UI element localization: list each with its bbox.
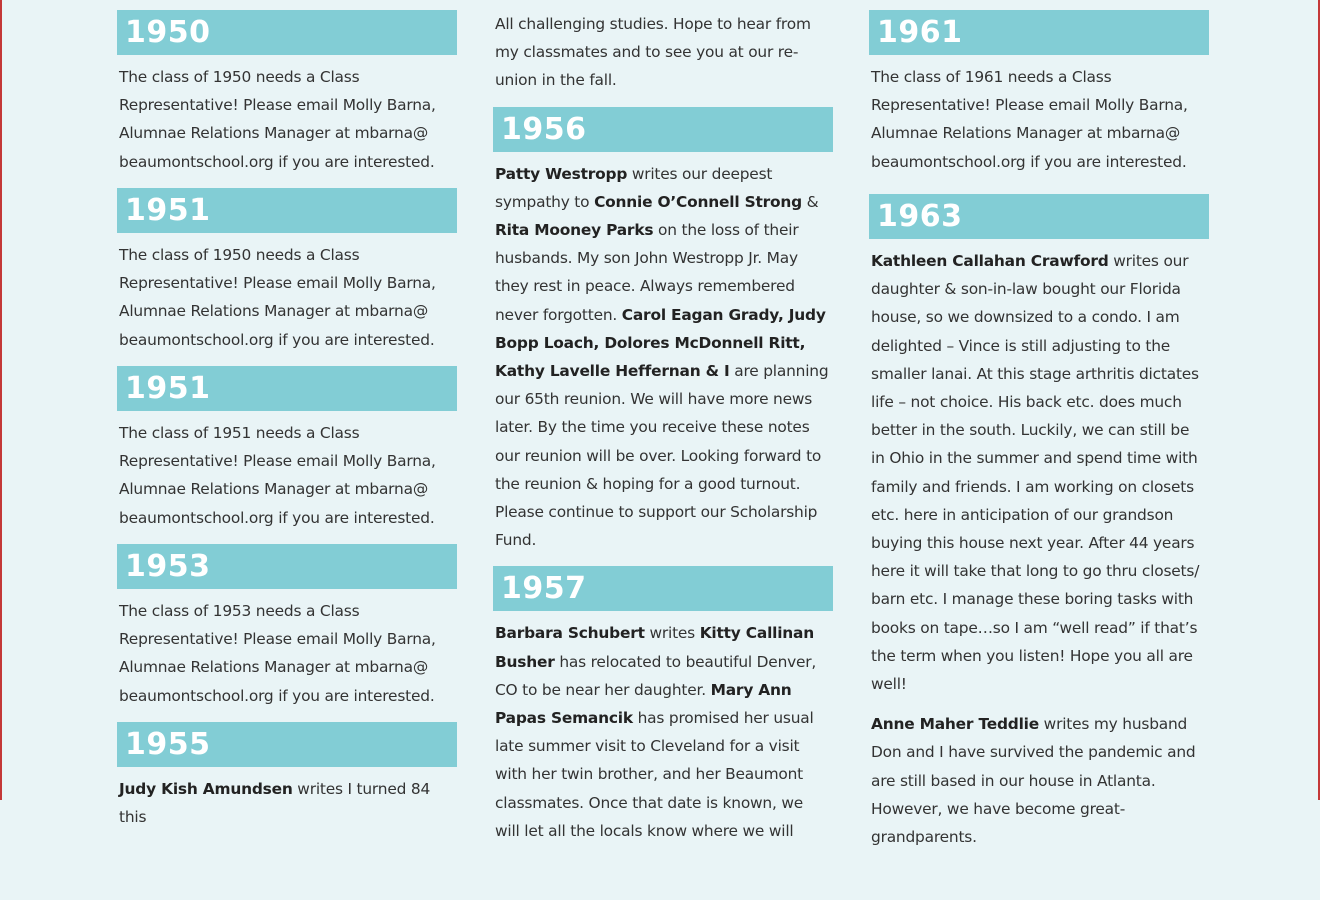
column-middle [493, 10, 833, 851]
year-heading: 1955 [117, 722, 457, 767]
class-section-1957 [493, 566, 833, 845]
class-note [493, 152, 833, 555]
note-text: writes our daughter & son-in-law bought our Florida house, so we downsized to a condo. I am delighted – Vince is still adjusting to the smaller lanai. At this stage arthritis dictates life – not choice. His back etc. does much better in the south. Luckily, we can still be in Ohio in the summer and spend time with family and friends. I am working on closets etc. here in anticipation of our grandson buying this house next year. After 44 years here it will take that long to go thru closets/ barn etc. I manage these boring tasks with books on tape…so I am “well read” if that’s the term when you listen! Hope you all are well! [871, 252, 1200, 694]
class-note [493, 611, 833, 845]
class-note: The class of 1950 needs a Class Representative! Please email Molly Barna, Alumnae Relations Manager at mbarna@ beaumontschool.org if you are interested. [119, 68, 436, 171]
year-heading: 1951 [117, 366, 457, 411]
note-text: writes I turned 84 this [119, 780, 431, 827]
class-note: The class of 1951 needs a Class Representative! Please email Molly Barna, Alumnae Relations Manager at mbarna@ beaumontschool.org if you are interested. [119, 424, 436, 527]
year-heading: 1956 [493, 107, 833, 152]
class-section-1950 [117, 10, 457, 188]
column-right [869, 10, 1209, 857]
alumna-name: Anne Maher Teddlie [871, 715, 1039, 734]
alumna-name: Kitty Callinan Busher [495, 624, 815, 671]
class-section-1953 [117, 544, 457, 722]
year-heading: 1951 [117, 188, 457, 233]
class-note: The class of 1953 needs a Class Representative! Please email Molly Barna, Alumnae Relations Manager at mbarna@ beaumontschool.org if you are interested. [119, 602, 436, 705]
note-text: writes our deepest sympathy to [495, 164, 773, 211]
note-text: has promised her usual late summer visit to Cleveland for a visit with her twin brother, and her Beaumont classmates. Once that date is known, we will let all the locals know where we will [495, 709, 814, 840]
alumna-name: Barbara Schubert [495, 624, 645, 643]
year-heading: 1957 [493, 566, 833, 611]
class-note [869, 698, 1209, 851]
alumna-names: Carol Eagan Grady, Judy Bopp Loach, Dolores McDonnell Ritt, Kathy Lavelle Heffernan & I [495, 305, 826, 381]
class-section-1961 [869, 10, 1209, 188]
class-section-1951-a [117, 188, 457, 366]
class-note [117, 767, 457, 895]
continued-note: All challenging studies. Hope to hear from my classmates and to see you at our re-union in the fall. [495, 15, 811, 90]
column-left [117, 10, 457, 900]
year-heading: 1953 [117, 544, 457, 589]
note-text: writes [644, 624, 700, 643]
alumna-name: Rita Mooney Parks [495, 221, 654, 240]
note-text: & [801, 192, 819, 211]
class-note [869, 239, 1209, 698]
alumna-name: Judy Kish Amundsen [119, 780, 293, 798]
alumna-name: Patty Westropp [495, 164, 628, 183]
alumna-name: Connie O’Connell Strong [594, 192, 802, 211]
alumna-name: Kathleen Callahan Crawford [871, 252, 1109, 270]
class-note: The class of 1961 needs a Class Representative! Please email Molly Barna, Alumnae Relations Manager at mbarna@ beaumontschool.org if you are interested. [871, 68, 1188, 171]
alumna-name: Mary Ann Papas Semancik [495, 680, 792, 728]
class-section-1956 [493, 107, 833, 555]
year-heading: 1961 [869, 10, 1209, 55]
class-section-1963 [869, 194, 1209, 851]
year-heading: 1963 [869, 194, 1209, 239]
note-text: on the loss of their husbands. My son John Westropp Jr. May they rest in peace. Always remembered never forgotten. [495, 221, 799, 324]
page-border-left [0, 0, 2, 800]
class-note: The class of 1950 needs a Class Representative! Please email Molly Barna, Alumnae Relations Manager at mbarna@ beaumontschool.org if you are interested. [119, 246, 436, 349]
class-section-1951-b [117, 366, 457, 544]
note-text: has relocated to beautiful Denver, CO to be near her daughter. [495, 652, 817, 699]
year-heading: 1950 [117, 10, 457, 55]
note-text: writes my husband Don and I have survived the pandemic and are still based in our house in Atlanta. However, we have become great-grandparents. [871, 715, 1196, 847]
note-text: are planning our 65th reunion. We will have more news later. By the time you receive these notes our reunion will be over. Looking forward to the reunion & hoping for a good turnout. Please continue to support our Scholarship Fund. [495, 362, 829, 550]
class-section-1955 [117, 722, 457, 900]
